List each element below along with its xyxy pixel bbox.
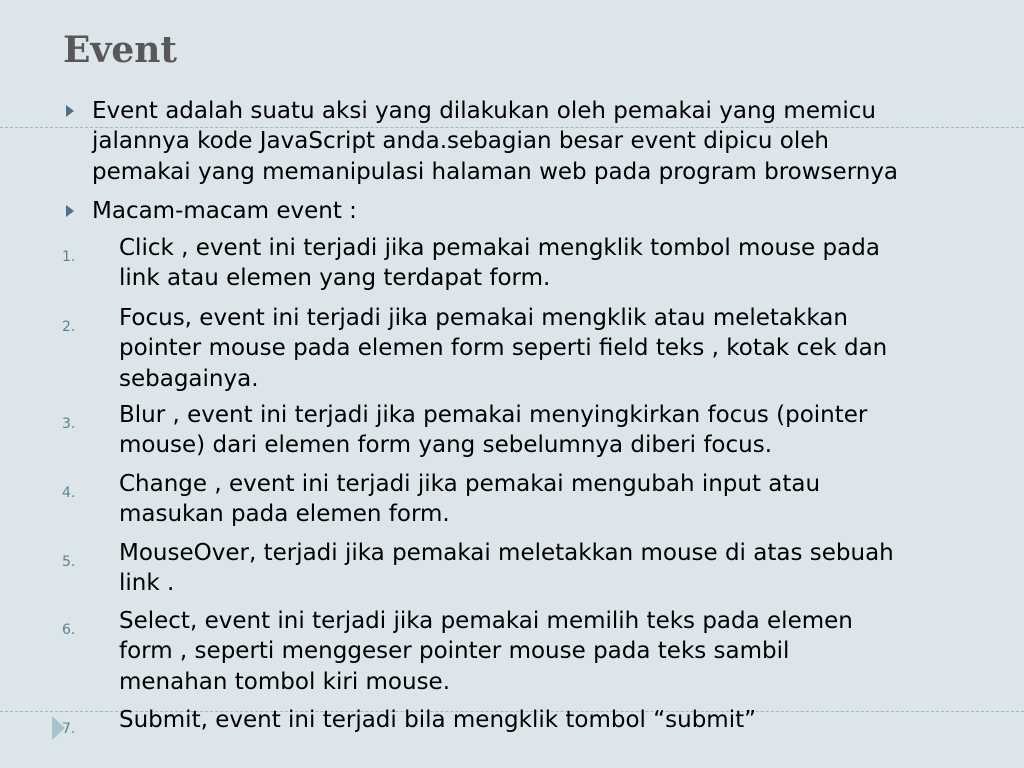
numbered-item-6-line-1: Select, event ini terjadi jika pemakai memilih teks pada elemen: [119, 608, 853, 634]
numbered-item-3: [119, 400, 999, 461]
corner-triangle-icon: [52, 716, 65, 740]
bullet-item-1: [92, 96, 992, 187]
numbered-item-5-number: 5.: [62, 554, 76, 570]
bullet-triangle-icon: [66, 205, 74, 217]
numbered-item-3-number: 3.: [62, 416, 76, 432]
numbered-item-6: [119, 606, 999, 697]
bullet-item-1-line-1: Event adalah suatu aksi yang dilakukan oleh pemakai yang memicu: [92, 98, 876, 124]
numbered-item-1-line-1: Click , event ini terjadi jika pemakai mengklik tombol mouse pada: [119, 235, 880, 261]
numbered-item-7-line-1: Submit, event ini terjadi bila mengklik tombol “submit”: [119, 707, 757, 733]
numbered-item-1: [119, 233, 999, 294]
slide-title: Event: [63, 29, 178, 71]
numbered-item-6-line-3: menahan tombol kiri mouse.: [119, 668, 451, 695]
numbered-item-7: [119, 705, 999, 735]
numbered-item-2-line-3: sebagainya.: [119, 365, 259, 392]
numbered-item-5-line-2: link .: [119, 570, 175, 597]
numbered-item-2-line-2: pointer mouse pada elemen form seperti field teks , kotak cek dan: [119, 335, 888, 362]
numbered-item-5-line-1: MouseOver, terjadi jika pemakai meletakkan mouse di atas sebuah: [119, 540, 894, 566]
bullet-item-2: [92, 196, 992, 226]
numbered-item-3-line-2: mouse) dari elemen form yang sebelumnya diberi focus.: [119, 432, 773, 459]
bullet-item-2-line-1: Macam-macam event :: [92, 198, 357, 224]
numbered-item-6-number: 6.: [62, 622, 76, 638]
numbered-item-2: [119, 303, 999, 394]
numbered-item-4-line-1: Change , event ini terjadi jika pemakai mengubah input atau: [119, 471, 821, 497]
bullet-item-1-line-3: pemakai yang memanipulasi halaman web pada program browsernya: [92, 158, 899, 185]
numbered-item-5: [119, 538, 999, 599]
numbered-item-4-number: 4.: [62, 485, 76, 501]
numbered-item-4-line-2: masukan pada elemen form.: [119, 501, 450, 528]
numbered-item-7-number: 7.: [62, 721, 76, 737]
numbered-item-1-number: 1.: [62, 249, 76, 265]
numbered-item-2-number: 2.: [62, 319, 76, 335]
numbered-item-4: [119, 469, 999, 530]
numbered-item-3-line-1: Blur , event ini terjadi jika pemakai menyingkirkan focus (pointer: [119, 402, 868, 428]
numbered-item-1-line-2: link atau elemen yang terdapat form.: [119, 265, 551, 292]
numbered-item-2-line-1: Focus, event ini terjadi jika pemakai mengklik atau meletakkan: [119, 305, 848, 331]
numbered-item-6-line-2: form , seperti menggeser pointer mouse pada teks sambil: [119, 638, 790, 665]
bullet-item-1-line-2: jalannya kode JavaScript anda.sebagian besar event dipicu oleh: [92, 128, 829, 155]
bullet-triangle-icon: [66, 105, 74, 117]
